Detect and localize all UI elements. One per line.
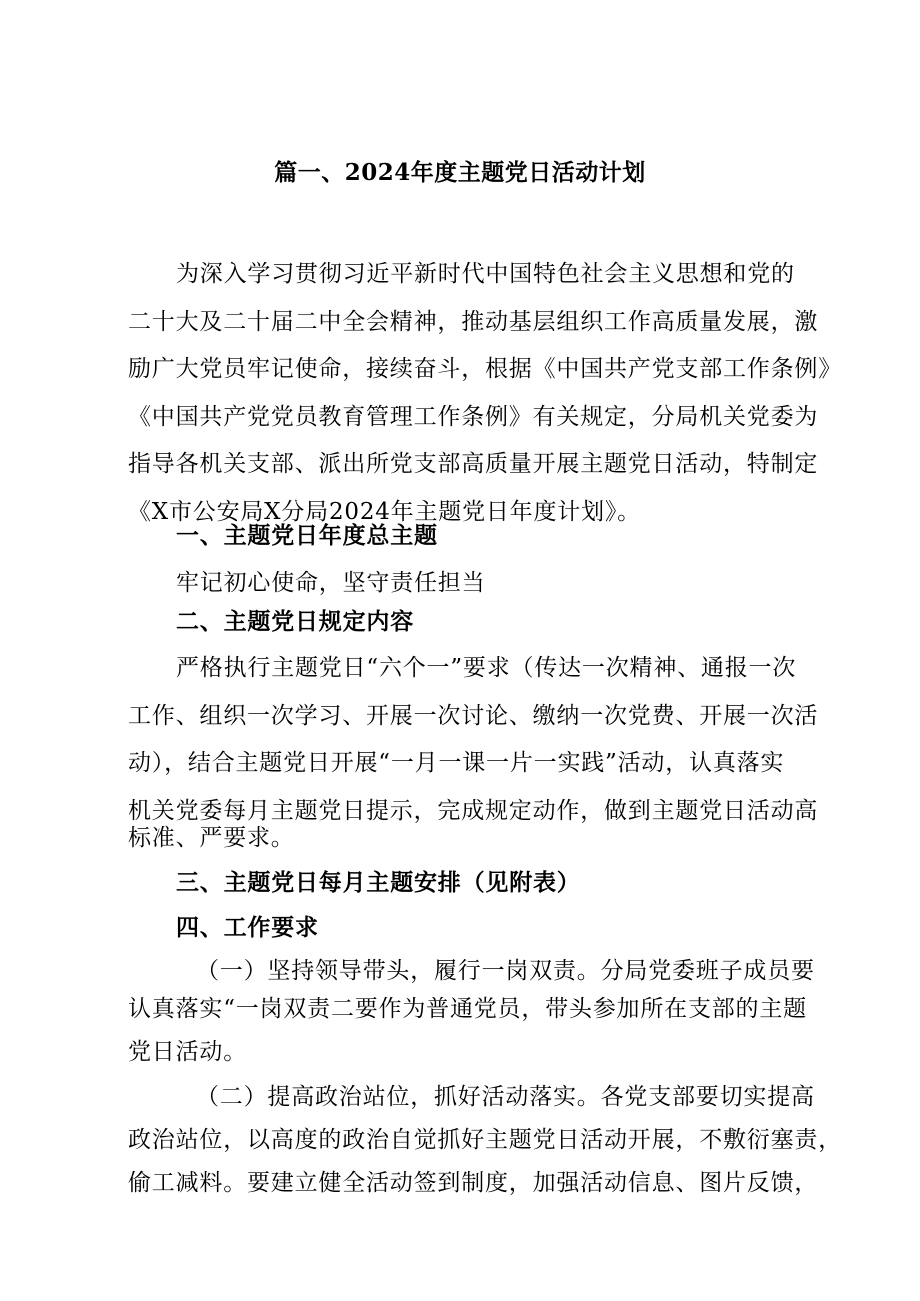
section-4-item-1-line-2: 认真落实“一岗双责二要作为普通党员，带头参加所在支部的主题 bbox=[128, 996, 807, 1022]
intro-line-1: 为深入学习贯彻习近平新时代中国特色社会主义思想和党的 bbox=[176, 261, 795, 287]
section-4-item-2-line-2: 政治站位，以高度的政治自觉抓好主题党日活动开展，不敷衍塞责， bbox=[128, 1127, 842, 1153]
section-2-line-1: 严格执行主题党日“六个一”要求（传达一次精神、通报一次 bbox=[176, 655, 797, 681]
intro-line-2: 二十大及二十届二中全会精神，推动基层组织工作高质量发展，激 bbox=[128, 309, 819, 335]
document-title: 篇一、2024年度主题党日活动计划 bbox=[274, 159, 646, 186]
section-2-line-2: 工作、组织一次学习、开展一次讨论、缴纳一次党费、开展一次活 bbox=[128, 703, 819, 729]
section-3-heading: 三、主题党日每月主题安排（见附表） bbox=[176, 869, 581, 896]
section-1-heading: 一、主题党日年度总主题 bbox=[176, 522, 438, 549]
section-4-item-2-line-3: 偷工减料。要建立健全活动签到制度，加强活动信息、图片反馈， bbox=[128, 1170, 819, 1196]
section-4-item-1-line-3: 党日活动。 bbox=[128, 1039, 247, 1065]
intro-line-4: 《中国共产党党员教育管理工作条例》有关规定，分局机关党委为 bbox=[128, 404, 819, 430]
intro-line-3: 励广大党员牢记使命，接续奋斗，根据《中国共产党支部工作条例》 bbox=[128, 356, 842, 382]
section-4-item-2-line-1: （二）提高政治站位，抓好活动落实。各党支部要切实提高 bbox=[196, 1084, 815, 1110]
section-4-item-1-line-1: （一）坚持领导带头，履行一岗双责。分局党委班子成员要 bbox=[196, 958, 815, 984]
section-2-line-3: 动），结合主题党日开展“一月一课一片一实践”活动，认真落实 bbox=[128, 750, 785, 776]
section-1-body: 牢记初心使命，坚守责任担当 bbox=[176, 570, 486, 596]
intro-line-5: 指导各机关支部、派出所党支部高质量开展主题党日活动，特制定 bbox=[128, 451, 819, 477]
section-4-heading: 四、工作要求 bbox=[176, 914, 319, 941]
intro-line-6: 《X市公安局X分局2024年主题党日年度计划》。 bbox=[128, 499, 641, 525]
section-2-line-5: 标准、严要求。 bbox=[128, 825, 295, 851]
section-2-line-4: 机关党委每月主题党日提示，完成规定动作，做到主题党日活动高 bbox=[128, 798, 819, 824]
section-2-heading: 二、主题党日规定内容 bbox=[176, 608, 414, 635]
